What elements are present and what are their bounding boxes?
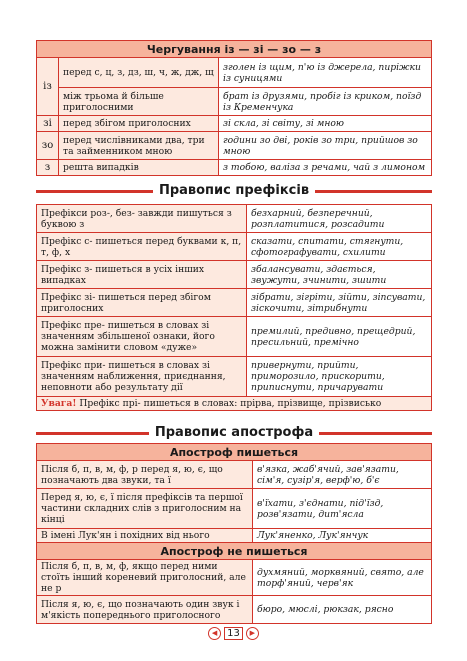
section-title: Правопис апострофа — [149, 425, 319, 440]
rule-cell: Після я, ю, є, що позначають один звук і м'якість попереднього приголосного — [37, 596, 253, 624]
example-cell: Лук'яненко, Лук'янчук — [253, 529, 432, 543]
example-cell: в'їхати, з'єднати, під'їзд, розв'язати, дит'ясла — [253, 489, 432, 529]
rule-cell: Після б, п, в, м, ф, якщо перед ними стоїть інший кореневий приголосний, але не р — [37, 560, 253, 596]
row-label: зі — [37, 116, 59, 132]
rule-cell: Префікс пре- пишеться в словах зі значенням збільшеної ознаки, його можна замінити словом «дуже» — [37, 317, 247, 357]
rule-cell: перед с, ц, з, дз, ш, ч, ж, дж, щ — [59, 58, 219, 88]
example-cell: в'язка, жаб'ячий, зав'язати, сім'я, сузір'я, верф'ю, б'є — [253, 461, 432, 489]
example-cell: духмяний, морквяний, свято, але торф'яний, черв'як — [253, 560, 432, 596]
attention-label: Увага! — [41, 398, 77, 409]
rule-cell: Префікс зі- пишеться перед збігом приголосних — [37, 289, 247, 317]
example-cell: зібрати, зігріти, зійти, зіпсувати, зіскочити, зітрибнути — [247, 289, 432, 317]
row-label: з — [37, 160, 59, 176]
example-cell: сказати, спитати, стягнути, сфотографувати, схилити — [247, 233, 432, 261]
apostrophe-not-written-header: Апостроф не пишеться — [37, 543, 432, 560]
rule-cell: Префікси роз-, без- завжди пишуться з буквою з — [37, 205, 247, 233]
alternation-title: Чергування із — зі — зо — з — [37, 41, 432, 58]
prefixes-table — [36, 204, 432, 411]
example-cell: з тобою, валіза з речами, чай з лимоном — [219, 160, 432, 176]
rule-cell: між трьома й більше приголосними — [59, 88, 219, 116]
rule-cell: решта випадків — [59, 160, 219, 176]
example-cell: години зо дві, років зо три, прийшов зо мною — [219, 132, 432, 160]
rule-cell: В імені Лук'ян і похідних від нього — [37, 529, 253, 543]
section-prefixes-header — [36, 183, 432, 199]
example-cell: збалансувати, здається, звужути, зчинити, зшити — [247, 261, 432, 289]
example-cell: привернути, прийти, приморозило, прискорити, приписнути, причарувати — [247, 357, 432, 397]
page-footer — [0, 626, 467, 640]
rule-cell: Префікс с- пишеться перед буквами к, п, т, ф, х — [37, 233, 247, 261]
example-cell: безхарний, безперечний, розплатитися, розсадити — [247, 205, 432, 233]
rule-cell: перед збігом приголосних — [59, 116, 219, 132]
rule-cell: Перед я, ю, є, ї після префіксів та першої частини складних слів з приголосним на кінці — [37, 489, 253, 529]
row-label: зо — [37, 132, 59, 160]
apostrophe-table — [36, 443, 432, 624]
section-title: Правопис префіксів — [153, 183, 315, 198]
example-cell: бюро, мюслі, рюкзак, рясно — [253, 596, 432, 624]
row-label: із — [37, 58, 59, 116]
example-cell: зголен із щим, п'ю із джерела, пиріжки із суницями — [219, 58, 432, 88]
rule-cell: Префікс при- пишеться в словах зі значенням наближення, приєднання, неповноти або результату дії — [37, 357, 247, 397]
attention-text: Префікс прі- пишеться в словах: прірва, прізвище, прізвисько — [76, 398, 382, 409]
example-cell: премилий, предивно, прещедрий, пресильний, премічно — [247, 317, 432, 357]
next-page-icon[interactable]: ▶ — [246, 627, 259, 640]
prev-page-icon[interactable]: ◀ — [208, 627, 221, 640]
section-apostrophe-header — [36, 425, 432, 441]
alternation-table — [36, 40, 432, 176]
example-cell: зі скла, зі світу, зі мною — [219, 116, 432, 132]
rule-cell: Після б, п, в, м, ф, р перед я, ю, є, що позначають два звуки, та ї — [37, 461, 253, 489]
attention-note — [37, 397, 432, 411]
apostrophe-written-header: Апостроф пишеться — [37, 444, 432, 461]
page-number: 13 — [224, 627, 243, 640]
rule-cell: Префікс з- пишеться в усіх інших випадках — [37, 261, 247, 289]
rule-cell: перед числівниками два, три та займенником мною — [59, 132, 219, 160]
example-cell: брат із друзями, пробіг із криком, поїзд із Кременчука — [219, 88, 432, 116]
